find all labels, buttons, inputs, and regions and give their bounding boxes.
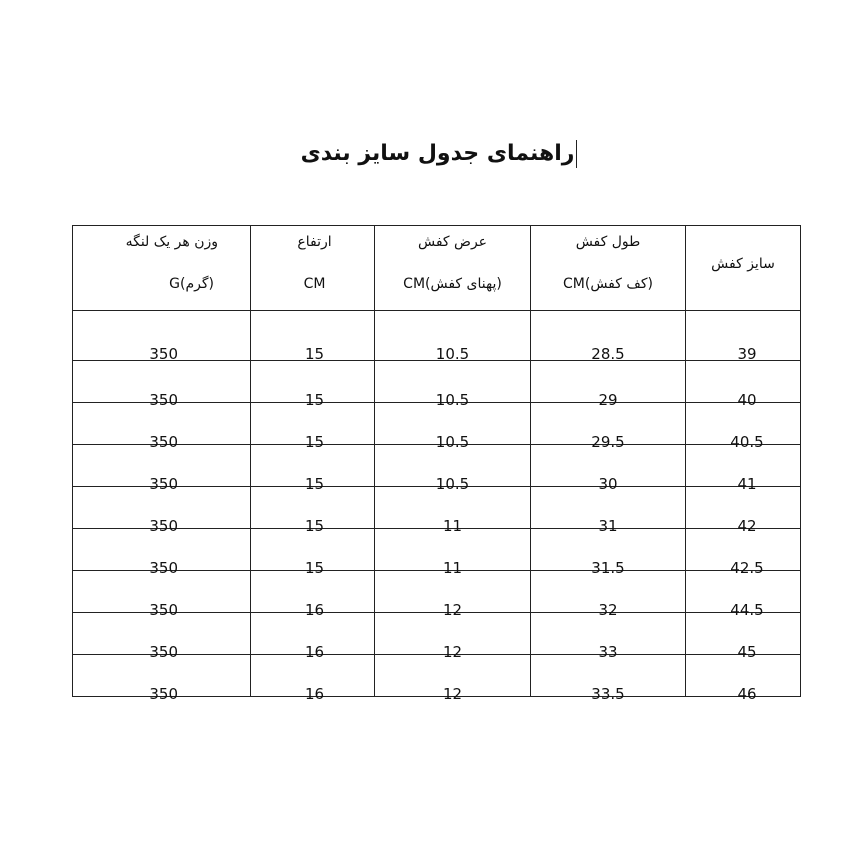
cell-height bbox=[251, 613, 375, 661]
length-value: 29.5 bbox=[591, 432, 625, 451]
width-value: 10.5 bbox=[435, 390, 470, 409]
height-value: 15 bbox=[304, 390, 325, 409]
cell-weight bbox=[73, 311, 251, 361]
weight-value: 350 bbox=[149, 642, 178, 661]
cell-height bbox=[251, 487, 375, 535]
cell-length bbox=[531, 311, 686, 361]
length-value: 30 bbox=[598, 474, 618, 493]
cell-size bbox=[686, 445, 801, 493]
width-value: 12 bbox=[442, 684, 463, 703]
size-value: 45 bbox=[737, 642, 757, 661]
width-value: 12 bbox=[442, 600, 463, 619]
header-width bbox=[375, 226, 531, 311]
length-value: 32 bbox=[598, 600, 618, 619]
table-row bbox=[73, 311, 801, 361]
width-value: 11 bbox=[442, 516, 463, 535]
cell-width bbox=[375, 311, 531, 361]
cell-size bbox=[686, 487, 801, 535]
length-value: 31.5 bbox=[591, 558, 625, 577]
cell-height bbox=[251, 529, 375, 577]
cell-length bbox=[531, 613, 686, 661]
cell-height bbox=[251, 403, 375, 451]
length-value: 28.5 bbox=[591, 344, 625, 363]
header-length-unit: CM(کف کفش) bbox=[563, 276, 653, 292]
cell-size bbox=[686, 311, 801, 361]
cell-size bbox=[686, 655, 801, 703]
cell-width bbox=[375, 529, 531, 577]
cell-length bbox=[531, 655, 686, 703]
cell-length bbox=[531, 571, 686, 619]
height-value: 15 bbox=[304, 344, 325, 363]
header-weight bbox=[73, 226, 251, 311]
cell-weight bbox=[73, 655, 251, 703]
height-value: 15 bbox=[304, 516, 325, 535]
weight-value: 350 bbox=[149, 474, 178, 493]
cell-weight bbox=[73, 403, 251, 451]
cell-weight bbox=[73, 445, 251, 493]
header-height-unit: CM bbox=[303, 276, 326, 292]
cell-height bbox=[251, 655, 375, 703]
length-value: 33 bbox=[598, 642, 618, 661]
header-length bbox=[531, 226, 686, 311]
size-value: 41 bbox=[737, 474, 757, 493]
size-value: 39 bbox=[737, 344, 757, 363]
table-row bbox=[73, 361, 801, 403]
width-value: 11 bbox=[442, 558, 463, 577]
height-value: 16 bbox=[304, 684, 325, 703]
text-cursor bbox=[576, 140, 577, 168]
weight-value: 350 bbox=[149, 516, 178, 535]
table-row bbox=[73, 487, 801, 529]
width-value: 10.5 bbox=[435, 344, 470, 363]
weight-value: 350 bbox=[149, 600, 178, 619]
width-value: 10.5 bbox=[435, 432, 470, 451]
weight-value: 350 bbox=[149, 558, 178, 577]
cell-height bbox=[251, 571, 375, 619]
height-value: 15 bbox=[304, 558, 325, 577]
weight-value: 350 bbox=[149, 390, 178, 409]
cell-size bbox=[686, 403, 801, 451]
size-value: 40.5 bbox=[730, 432, 764, 451]
cell-size bbox=[686, 613, 801, 661]
header-height-label: ارتفاع bbox=[297, 234, 332, 250]
header-width-label: عرض کفش bbox=[417, 234, 488, 250]
cell-height bbox=[251, 445, 375, 493]
cell-weight bbox=[73, 487, 251, 535]
weight-value: 350 bbox=[149, 432, 178, 451]
length-value: 31 bbox=[598, 516, 618, 535]
cell-size bbox=[686, 361, 801, 409]
cell-width bbox=[375, 403, 531, 451]
header-size-label: سایز کفش bbox=[711, 256, 775, 272]
cell-width bbox=[375, 361, 531, 409]
size-value: 40 bbox=[737, 390, 757, 409]
cell-width bbox=[375, 445, 531, 493]
header-length-label: طول کفش bbox=[575, 234, 641, 250]
cell-length bbox=[531, 445, 686, 493]
length-value: 33.5 bbox=[591, 684, 625, 703]
table-row bbox=[73, 403, 801, 445]
cell-length bbox=[531, 529, 686, 577]
page-title-text: راهنمای جدول سایز بندی bbox=[300, 141, 575, 166]
size-value: 42.5 bbox=[730, 558, 764, 577]
height-value: 16 bbox=[304, 600, 325, 619]
page-title bbox=[0, 140, 850, 168]
cell-height bbox=[251, 311, 375, 361]
size-value: 42 bbox=[737, 516, 757, 535]
weight-value: 350 bbox=[149, 344, 178, 363]
cell-width bbox=[375, 571, 531, 619]
size-guide-table bbox=[72, 225, 801, 703]
cell-width bbox=[375, 613, 531, 661]
cell-length bbox=[531, 361, 686, 409]
header-width-unit: CM(پهنای کفش) bbox=[403, 276, 502, 292]
table-row bbox=[73, 445, 801, 487]
cell-height bbox=[251, 361, 375, 409]
table-header-row bbox=[73, 226, 801, 311]
size-value: 44.5 bbox=[730, 600, 764, 619]
table-row bbox=[73, 655, 801, 697]
table-row bbox=[73, 613, 801, 655]
length-value: 29 bbox=[598, 390, 618, 409]
width-value: 10.5 bbox=[435, 474, 470, 493]
cell-weight bbox=[73, 613, 251, 661]
header-weight-label: وزن هر یک لنگه bbox=[125, 234, 218, 250]
cell-weight bbox=[73, 529, 251, 577]
height-value: 15 bbox=[304, 432, 325, 451]
weight-value: 350 bbox=[149, 684, 178, 703]
cell-length bbox=[531, 487, 686, 535]
height-value: 16 bbox=[304, 642, 325, 661]
header-size bbox=[686, 226, 801, 311]
cell-size bbox=[686, 571, 801, 619]
cell-width bbox=[375, 487, 531, 535]
header-height bbox=[251, 226, 375, 311]
cell-width bbox=[375, 655, 531, 703]
cell-weight bbox=[73, 361, 251, 409]
cell-size bbox=[686, 529, 801, 577]
table-row bbox=[73, 529, 801, 571]
size-value: 46 bbox=[737, 684, 757, 703]
header-weight-unit: G(گرم) bbox=[169, 276, 214, 292]
table-row bbox=[73, 571, 801, 613]
cell-length bbox=[531, 403, 686, 451]
height-value: 15 bbox=[304, 474, 325, 493]
width-value: 12 bbox=[442, 642, 463, 661]
cell-weight bbox=[73, 571, 251, 619]
